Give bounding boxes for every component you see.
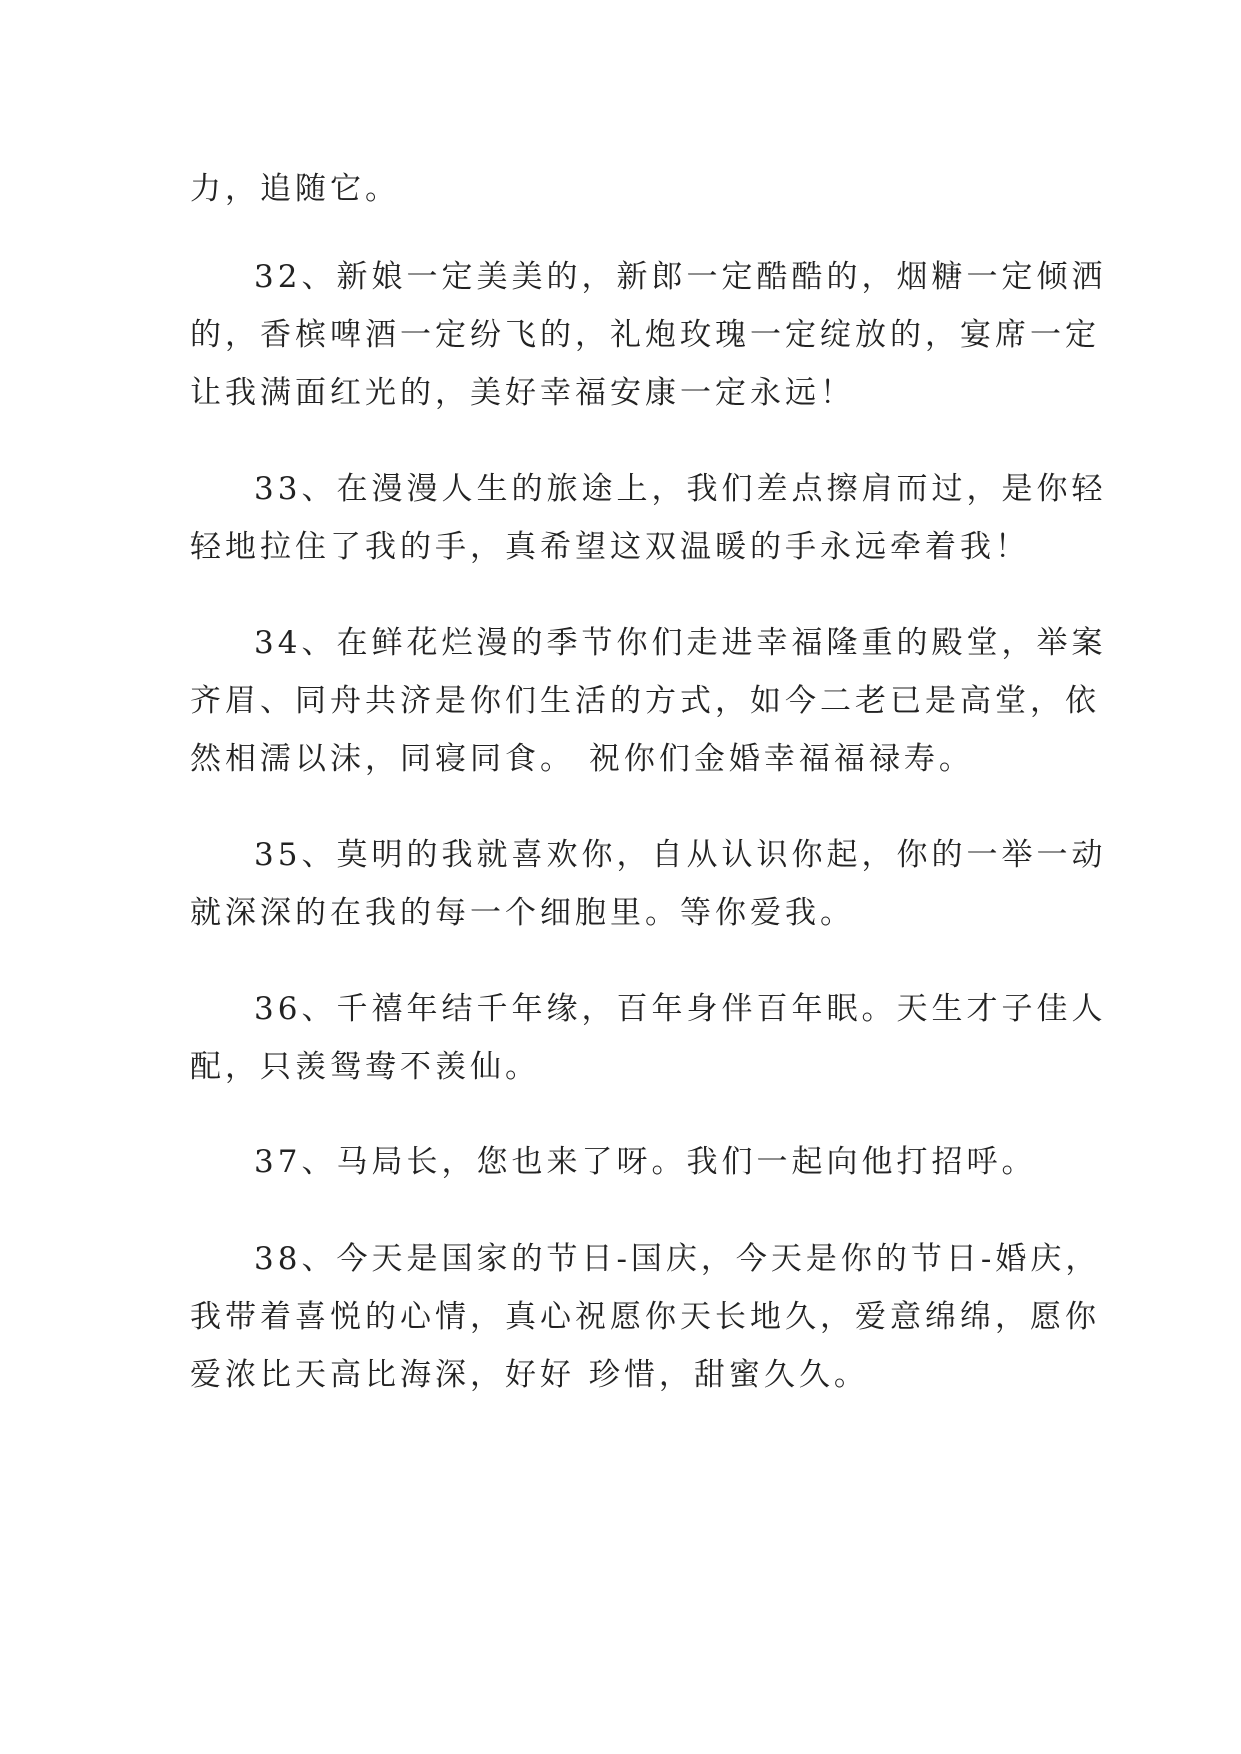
text-line: 33、在漫漫人生的旅途上，我们差点擦肩而过，是你轻 <box>254 471 1107 507</box>
text-line: 37、马局长，您也来了呀。我们一起向他打招呼。 <box>254 1144 1037 1180</box>
text-line: 轻地拉住了我的手，真希望这双温暖的手永远牵着我！ <box>190 529 1030 565</box>
paragraph-36 <box>190 980 1107 1096</box>
paragraph-37 <box>190 1133 1060 1191</box>
text-line: 的，香槟啤酒一定纷飞的，礼炮玫瑰一定绽放的，宴席一定 <box>190 317 1100 353</box>
text-line: 34、在鲜花烂漫的季节你们走进幸福隆重的殿堂，举案 <box>254 625 1107 661</box>
paragraph-31-tail <box>190 160 1060 218</box>
text-line: 就深深的在我的每一个细胞里。等你爱我。 <box>190 895 855 931</box>
text-line: 35、莫明的我就喜欢你，自从认识你起，你的一举一动 <box>254 837 1107 873</box>
text-line: 力，追随它。 <box>190 171 400 207</box>
text-line: 32、新娘一定美美的，新郎一定酷酷的，烟糖一定倾洒 <box>254 259 1107 295</box>
text-line: 然相濡以沫，同寝同食。 祝你们金婚幸福福禄寿。 <box>190 741 974 777</box>
text-line: 齐眉、同舟共济是你们生活的方式，如今二老已是高堂，依 <box>190 683 1100 719</box>
paragraph-33 <box>190 460 1107 576</box>
text-line: 36、千禧年结千年缘，百年身伴百年眠。天生才子佳人 <box>254 991 1107 1027</box>
text-line: 让我满面红光的，美好幸福安康一定永远！ <box>190 375 855 411</box>
paragraph-38 <box>190 1230 1101 1404</box>
text-line: 爱浓比天高比海深，好好 珍惜，甜蜜久久。 <box>190 1357 869 1393</box>
paragraph-35 <box>190 826 1107 942</box>
text-line: 我带着喜悦的心情，真心祝愿你天长地久，爱意绵绵，愿你 <box>190 1299 1100 1335</box>
paragraph-32 <box>190 248 1107 422</box>
text-line: 38、今天是国家的节日-国庆，今天是你的节日-婚庆， <box>254 1241 1101 1277</box>
text-line: 配，只羡鸳鸯不羡仙。 <box>190 1049 540 1085</box>
paragraph-34 <box>190 614 1107 788</box>
